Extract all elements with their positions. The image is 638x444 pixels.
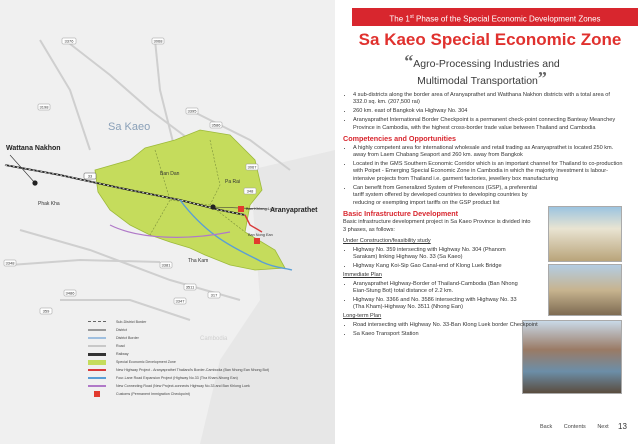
legend-item: New Highway Project - Aranyaprathet Thailand's Border-Cambodia (Ban Nhong Ean Nhong Bot): [88, 366, 269, 374]
ban-khlong-luek-text: Ban Khlong Luek: [246, 206, 277, 211]
list-item: • 4 sub-districts along the border area of Aranyaprathet and Watthana Nakhon districts with a total area of 332.0 sq. km. (207,500 rai): [353, 92, 621, 107]
next-link[interactable]: Next: [597, 424, 609, 430]
legend-item: Railway: [88, 350, 269, 358]
legend-swatch: [88, 321, 106, 323]
province-label: Sa Kaeo: [108, 121, 151, 133]
infrastructure-heading: Basic Infrastructure Development: [343, 209, 459, 219]
road-3486-label: 3486: [65, 290, 75, 296]
watthana-label: Wattana Nakhon: [6, 145, 61, 152]
ban-dan-label: Ban Dan: [160, 171, 180, 177]
road-3067-label: 3067: [247, 164, 257, 170]
intro-list: [343, 92, 621, 132]
list-item: • A highly competent area for international wholesale and retail trading as Aranyaprathet is located 250 km. away from Laem Chabang Seaport and 260 km. away from Bangkok: [353, 145, 625, 160]
list-item: • Aranyaprathet Highway-Border of Thailand-Cambodia (Ban Nhong Eian-Stung Bot) total distance of 2.2 km.: [353, 281, 523, 296]
page-subtitle: “Agro-Processing Industries and Multimodal Transportation”: [404, 51, 560, 88]
legend-swatch: [88, 329, 106, 331]
road-3511-label: 3511: [185, 284, 195, 290]
customs-icon: [238, 206, 244, 212]
phase-banner: The 1st Phase of the Special Economic Development Zones: [352, 8, 638, 26]
road-3381-label: 3381: [161, 262, 171, 268]
pa-rai-label: Pa Rai: [225, 179, 241, 185]
customs-icon: [254, 238, 260, 244]
legend-item: New Connecting Road (New Project-connects Highway No.33 and Ban Khlong Luek: [88, 382, 269, 390]
legend-swatch: [94, 391, 100, 397]
ban-nong-ean-label: Ban Nong Ean: [248, 233, 273, 237]
road-3347-label: 3347: [175, 298, 185, 304]
road-317-label: 317: [210, 292, 218, 298]
infrastructure-intro: Basic infrastructure development project in Sa Kaeo Province is divided into 3 phases, as follows:: [343, 219, 531, 233]
content-column: [343, 92, 621, 340]
under-construction-list: [343, 247, 523, 271]
road-3586-label: 3586: [211, 122, 221, 128]
map-legend: [88, 318, 269, 398]
list-item: • Located in the GMS Southern Economic Corridor which is an important channel for Thailand to co-production with Poipet - Emerging Special Economic Zone in Cambodia in which the majority investment is labour-intensive projects from Thailand i.e. garment factories, jewellery box manufacturing: [353, 161, 625, 183]
legend-swatch: [88, 345, 106, 347]
contents-link[interactable]: Contents: [563, 424, 586, 430]
legend-item: District: [88, 326, 269, 334]
list-item: • Highway No. 359 intersecting with Highway No. 304 (Phanom Sarakam) linking Highway No. 33 (Sa Kaeo): [353, 247, 523, 262]
legend-item: Road: [88, 342, 269, 350]
legend-swatch: [88, 385, 106, 387]
list-item: • Aranyaprathet International Border Checkpoint is a permanent check-point connecting Banteay Meanchey Province in Cambodia, with the highest cross-border trade value between Thailand and Cambodia: [353, 117, 621, 132]
page-nav: [540, 424, 619, 430]
aranya-label: Aranyaprathet: [270, 207, 318, 214]
page-number: 13: [618, 422, 627, 431]
road-359-label: 359: [42, 308, 50, 314]
legend-item: Special Economic Development Zone: [88, 358, 269, 366]
long-term-plan-list: [343, 322, 593, 338]
road-3395-label: 3395: [187, 108, 197, 114]
competencies-heading: Competencies and Opportunities: [343, 134, 457, 144]
page-title: Sa Kaeo Special Economic Zone: [358, 30, 622, 49]
list-item: • Sa Kaeo Transport Station: [353, 331, 593, 338]
legend-swatch: [88, 377, 106, 379]
legend-item: District Border: [88, 334, 269, 342]
road-3198-label: 3198: [39, 104, 49, 110]
road-348-label: 348: [246, 188, 254, 194]
list-item: • Highway No. 3366 and No. 3586 intersecting with Highway No. 33 (Tha Kham)-Highway No. 3511 (Nhong Ean): [353, 297, 523, 312]
long-term-plan-label: Long-term Plan: [343, 313, 382, 320]
road-33-label: 33: [87, 173, 93, 179]
legend-swatch: [88, 360, 106, 365]
legend-item: Four-Lane Road Expansion Project (Highway No.33 (Tha Kham-Nhong Ean): [88, 374, 269, 382]
under-construction-label: Under Construction/feasibility study: [343, 238, 431, 245]
immediate-plan-list: [343, 281, 523, 312]
legend-item: Customs (Permanent Immigration Checkpoint): [88, 390, 269, 398]
road-3376-label: 3376: [64, 38, 74, 44]
immediate-plan-label: Immediate Plan: [343, 272, 382, 279]
legend-swatch: [88, 369, 106, 371]
road-3068-label: 3068: [153, 38, 163, 44]
back-link[interactable]: Back: [540, 424, 553, 430]
list-item: • Can benefit from Generalized System of Preferences (GSP), a preferential tariff system offered by developed countries to developing countries by reducing or exempting import tariffs on the GSP product list: [353, 185, 538, 207]
legend-swatch: [88, 337, 106, 339]
watthana-marker: [32, 180, 37, 185]
list-item: • Highway Kang Koi-Sip Gao Canal-end of Klong Luek Bridge: [353, 263, 523, 270]
phak-kha-label: Phak Kha: [38, 201, 60, 207]
list-item: • 260 km. east of Bangkok via Highway No. 304: [353, 108, 621, 115]
tha-kam-label: Tha Kam: [188, 258, 209, 264]
cambodia-label: Cambodia: [200, 336, 228, 342]
aranya-marker: [210, 204, 215, 209]
competencies-list: [343, 145, 625, 207]
close-quote-mark: ”: [537, 68, 547, 88]
legend-item: Sub-District Border: [88, 318, 269, 326]
list-item: • Road intersecting with Highway No. 33-Ban Klong Luek border Checkpoint: [353, 322, 593, 329]
legend-swatch: [88, 353, 106, 356]
open-quote-mark: “: [404, 51, 414, 71]
road-3348-label: 3348: [5, 260, 15, 266]
